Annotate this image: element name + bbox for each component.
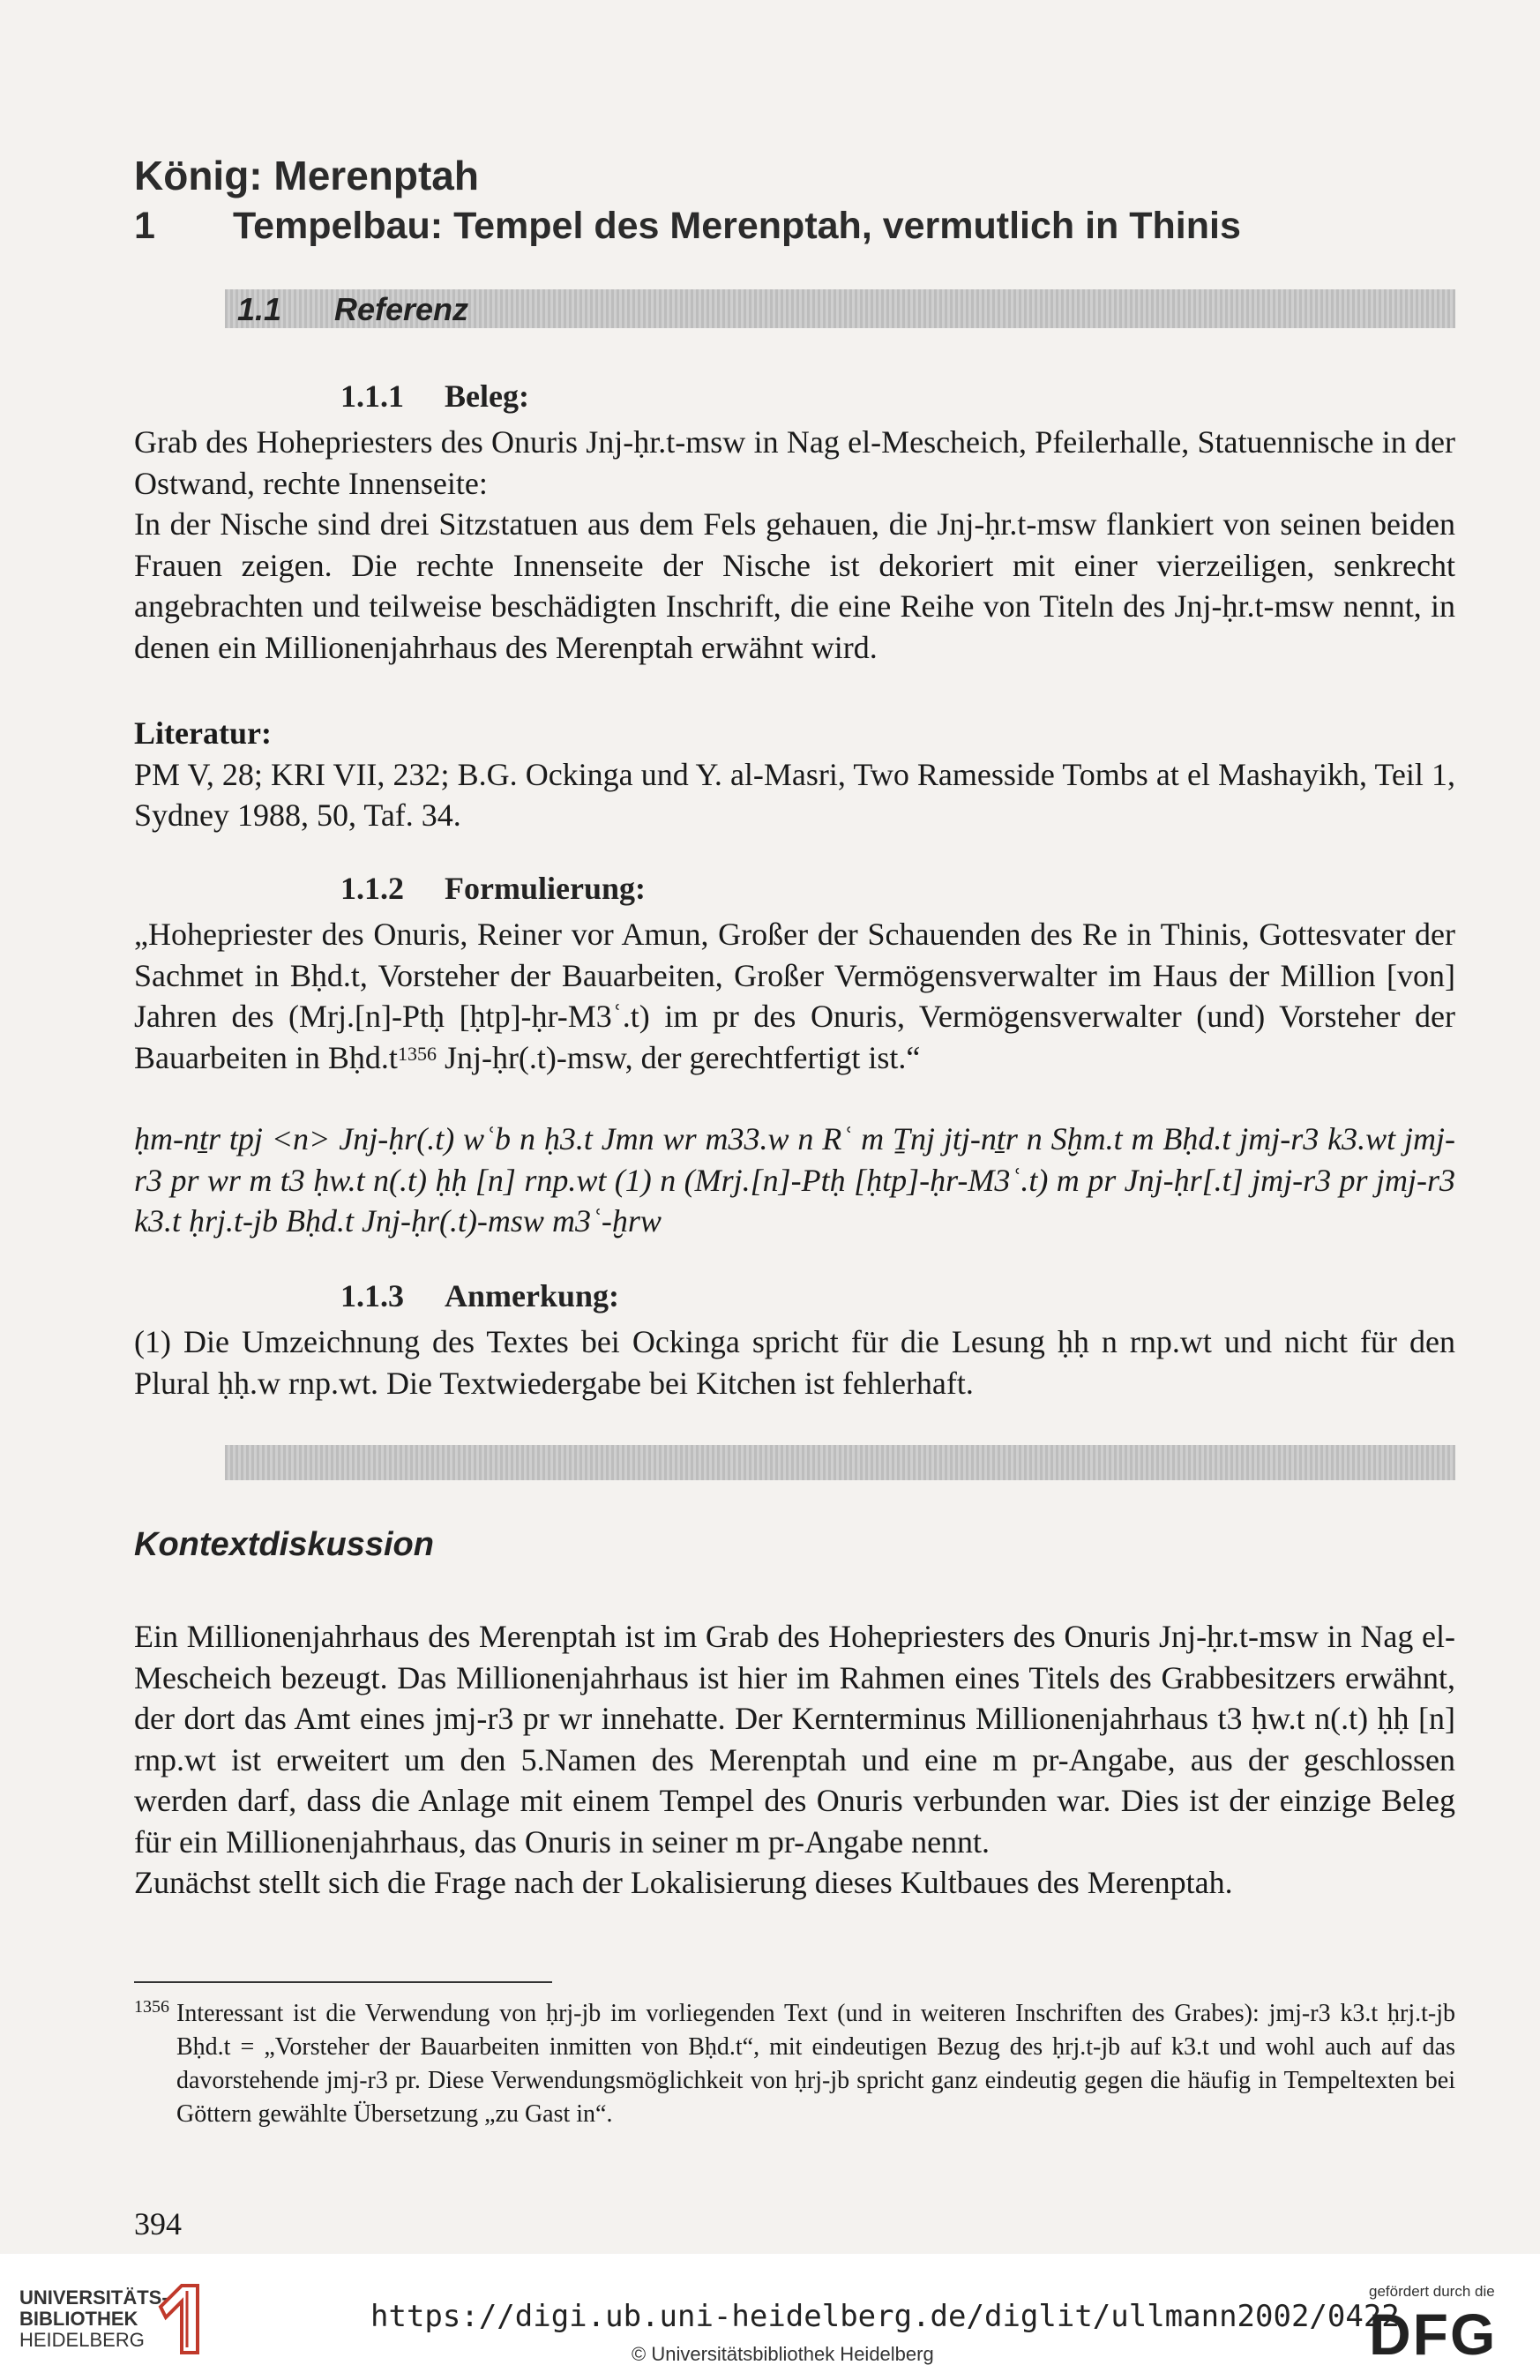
kontext-paragraph-1: Ein Millionenjahrhaus des Merenptah ist im Grab des Hohepriesters des Onuris Jnj-ḥr.t-msw in Nag el-Mescheich bezeugt. Das Millionenjahrhaus ist hier im Rahmen eines Titels des Grabbesitzers erwähnt, der dort das Amt eines jmj-r3 pr wr innehatte. Der Kernterminus Millionenjahrhaus t3 ḥw.t n(.t) ḥḥ [n] rnp.wt ist erweitert um den 5.Namen des Merenptah und eine m pr-Angabe, aus der geschlossen werden darf, dass die Anlage mit einem Tempel des Onuris verbunden war. Dies ist der einzige Beleg für ein Millionenjahrhaus, das Onuris in seiner m pr-Angabe nennt.	[134, 1619, 1455, 1860]
kontext-paragraph-2: Zunächst stellt sich die Frage nach der Lokalisierung dieses Kultbaues des Merenptah.	[134, 1865, 1233, 1900]
page-title: König: Merenptah	[134, 153, 479, 198]
subsection-title: Referenz	[334, 291, 469, 327]
beleg-paragraph-2: In der Nische sind drei Sitzstatuen aus dem Fels gehauen, die Jnj-ḥr.t-msw flankiert von seinen beiden Frauen zeigen. Die rechte Innenseite der Nische ist dekoriert mit einer vierzeiligen, senkrecht angebrachten und teilweise beschädigten Inschrift, die eine Reihe von Titeln des Jnj-ḥr.t-msw nennt, in denen ein Millionenjahrhaus des Merenptah erwähnt wird.	[134, 506, 1455, 665]
library-line-2: BIBLIOTHEK	[19, 2308, 138, 2330]
section-heading	[134, 205, 1457, 248]
translation-part-a: „Hohepriester des Onuris, Reiner vor Amun, Großer der Schauenden des Re in Thinis, Gottesvater der Sachmet in Bḥd.t, Vorsteher der Bauarbeiten, Großer Vermögensverwalter im Haus der Million [von] Jahren des (Mrj.[n]-Ptḥ [ḥtp]-ḥr-M3ʿ.t) im pr des Onuris, Vermögensverwalter (und) Vorsteher der Bauarbeiten in Bḥd.t	[134, 917, 1455, 1075]
copyright-note: © Universitätsbibliothek Heidelberg	[632, 2343, 934, 2365]
dfg-logo: DFG	[1369, 2301, 1498, 2367]
section-number: 1	[134, 205, 155, 247]
literatur-text: PM V, 28; KRI VII, 232; B.G. Ockinga und Y. al-Masri, Two Ramesside Tombs at el Mashayikh, Teil 1, Sydney 1988, 50, Taf. 34.	[134, 756, 1455, 833]
formulierung-transliteration	[134, 1119, 1455, 1242]
permalink-url[interactable]: https://digi.ub.uni-heidelberg.de/diglit/ullmann2002/0422	[370, 2299, 1400, 2334]
dfg-funding-note: gefördert durch die	[1369, 2283, 1495, 2300]
formulierung-number: 1.1.2	[340, 871, 404, 906]
transliteration-text: ḥm-nṯr tpj <n> Jnj-ḥr(.t) wʿb n ḥ3.t Jmn wr m33.w n Rʿ m Ṯnj jtj-nṯr n Sḫm.t m Bḥd.t jmj-r3 k3.wt jmj-r3 pr wr m t3 ḥw.t n(.t) ḥḥ [n] rnp.wt (1) n (Mrj.[n]-Ptḥ [ḥtp]-ḥr-M3ʿ.t) m pr Jnj-ḥr[.t] jmj-r3 pr jmj-r3 k3.t ḥrj.t-jb Bḥd.t Jnj-ḥr(.t)-msw m3ʿ-ḫrw	[134, 1121, 1455, 1239]
library-line-1: UNIVERSITÄTS-	[19, 2286, 168, 2309]
footnote-reference[interactable]: 1356	[397, 1042, 437, 1065]
anmerkung-text: (1) Die Umzeichnung des Textes bei Ockinga spricht für die Lesung ḥḥ n rnp.wt und nicht für den Plural ḥḥ.w rnp.wt. Die Textwiedergabe bei Kitchen ist fehlerhaft.	[134, 1324, 1455, 1401]
beleg-body	[134, 422, 1455, 668]
kontext-body	[134, 1616, 1455, 1904]
beleg-number: 1.1.1	[340, 378, 404, 414]
beleg-title: Beleg:	[445, 378, 529, 414]
footnote-rule	[134, 1981, 552, 1983]
anmerkung-number: 1.1.3	[340, 1278, 404, 1313]
formulierung-translation	[134, 914, 1455, 1078]
anmerkung-heading	[340, 1277, 619, 1314]
library-name	[19, 2287, 168, 2351]
subsection-bar	[225, 289, 1455, 328]
literatur-block	[134, 713, 1455, 836]
subsection-heading	[237, 291, 468, 328]
library-logo-icon	[155, 2280, 203, 2358]
page-number: 394	[134, 2206, 182, 2242]
anmerkung-body	[134, 1321, 1455, 1403]
literatur-label: Literatur:	[134, 715, 272, 751]
footnote-text: Interessant ist die Verwendung von ḥrj-jb im vorliegenden Text (und in weiteren Inschriften des Grabes): jmj-r3 k3.t ḥrj.t-jb Bḥd.t = „Vorsteher der Bauarbeiten inmitten von Bḥd.t“, mit eindeutigen Bezug des ḥrj.t-jb auf k3.t und wohl auch auf das davorstehende jmj-r3 pr. Diese Verwendungsmöglichkeit von ḥrj-jb spricht ganz eindeutig gegen die häufig in Tempeltexten bei Göttern gewählte Übersetzung „zu Gast in“.	[176, 2000, 1455, 2128]
formulierung-title: Formulierung:	[445, 871, 646, 906]
anmerkung-title: Anmerkung:	[445, 1278, 620, 1313]
translation-part-b: Jnj-ḥr(.t)-msw, der gerechtfertigt ist.“	[436, 1039, 921, 1075]
footnote-mark: 1356	[134, 1997, 169, 2017]
kontext-heading: Kontextdiskussion	[134, 1526, 434, 1563]
library-line-3: HEIDELBERG	[19, 2329, 145, 2351]
section-divider-bar	[225, 1445, 1455, 1480]
footnote	[134, 1997, 1455, 2131]
subsection-number: 1.1	[237, 291, 282, 327]
section-title: Tempelbau: Tempel des Merenptah, vermutlich in Thinis	[233, 205, 1241, 247]
beleg-heading	[340, 378, 529, 415]
beleg-paragraph-1: Grab des Hohepriesters des Onuris Jnj-ḥr.t-msw in Nag el-Mescheich, Pfeilerhalle, Statuennische in der Ostwand, rechte Innenseite:	[134, 424, 1455, 501]
formulierung-heading	[340, 870, 646, 907]
